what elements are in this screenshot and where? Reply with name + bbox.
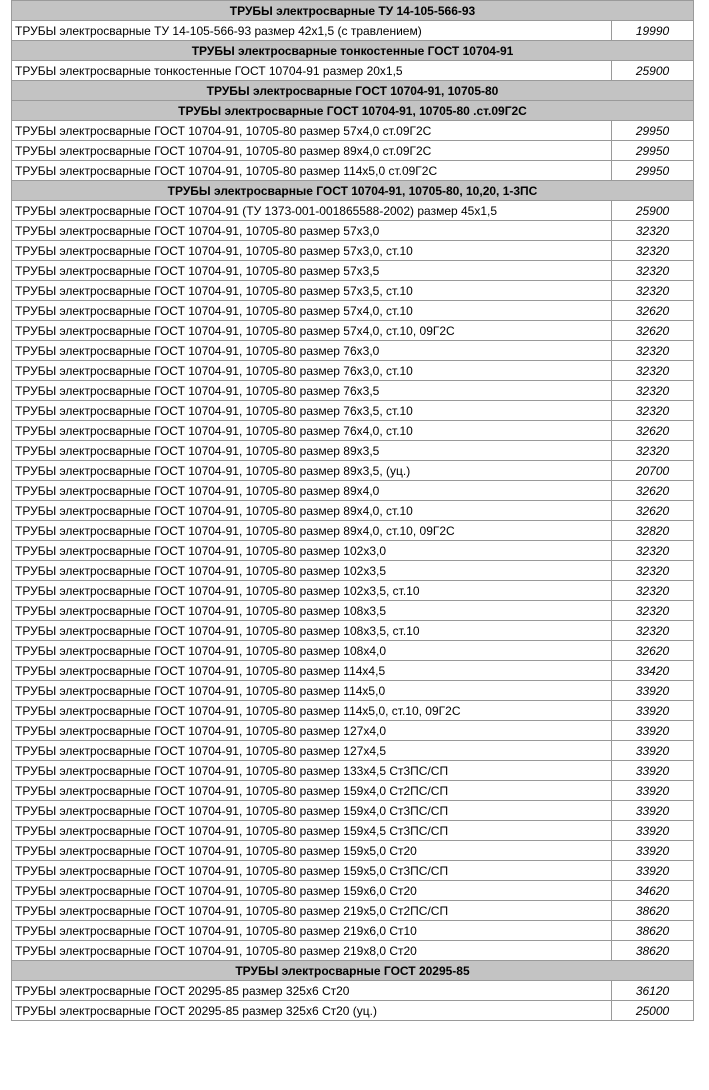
table-row	[12, 321, 694, 341]
section-header-row	[12, 101, 694, 121]
price-cell: 32620	[612, 301, 694, 321]
table-row	[12, 421, 694, 441]
table-row	[12, 121, 694, 141]
product-name-cell: ТРУБЫ электросварные ГОСТ 10704-91, 10705-80 размер 114х5,0 ст.09Г2С	[12, 161, 612, 181]
price-cell: 25900	[612, 61, 694, 81]
product-name-cell: ТРУБЫ электросварные ГОСТ 10704-91, 10705-80 размер 89х4,0, ст.10	[12, 501, 612, 521]
product-name-cell: ТРУБЫ электросварные ГОСТ 10704-91, 10705-80 размер 219х5,0 Ст2ПС/СП	[12, 901, 612, 921]
table-row	[12, 401, 694, 421]
price-cell: 32320	[612, 541, 694, 561]
product-name-cell: ТРУБЫ электросварные ГОСТ 10704-91, 10705-80 размер 57х3,5, ст.10	[12, 281, 612, 301]
product-name-cell: ТРУБЫ электросварные ГОСТ 10704-91, 10705-80 размер 127х4,0	[12, 721, 612, 741]
price-cell: 32320	[612, 361, 694, 381]
section-title: ТРУБЫ электросварные ГОСТ 20295-85	[12, 961, 694, 981]
price-list-table	[11, 0, 694, 1021]
price-cell: 33920	[612, 721, 694, 741]
section-header-row	[12, 81, 694, 101]
table-row	[12, 261, 694, 281]
table-row	[12, 741, 694, 761]
price-cell: 33920	[612, 701, 694, 721]
table-row	[12, 801, 694, 821]
price-cell: 38620	[612, 941, 694, 961]
section-header-row	[12, 41, 694, 61]
price-cell: 32320	[612, 601, 694, 621]
product-name-cell: ТРУБЫ электросварные ГОСТ 10704-91, 10705-80 размер 127х4,5	[12, 741, 612, 761]
table-row	[12, 581, 694, 601]
table-row	[12, 941, 694, 961]
price-cell: 32320	[612, 401, 694, 421]
product-name-cell: ТРУБЫ электросварные ГОСТ 10704-91, 10705-80 размер 89х4,0 ст.09Г2С	[12, 141, 612, 161]
price-cell: 33920	[612, 841, 694, 861]
product-name-cell: ТРУБЫ электросварные ГОСТ 10704-91, 10705-80 размер 89х4,0	[12, 481, 612, 501]
product-name-cell: ТРУБЫ электросварные тонкостенные ГОСТ 10704-91 размер 20х1,5	[12, 61, 612, 81]
product-name-cell: ТРУБЫ электросварные ГОСТ 10704-91, 10705-80 размер 57х3,0	[12, 221, 612, 241]
price-cell: 25000	[612, 1001, 694, 1021]
table-row	[12, 481, 694, 501]
price-cell: 29950	[612, 141, 694, 161]
product-name-cell: ТРУБЫ электросварные ГОСТ 10704-91, 10705-80 размер 114х5,0	[12, 681, 612, 701]
section-header-row	[12, 181, 694, 201]
table-row	[12, 921, 694, 941]
table-row	[12, 541, 694, 561]
product-name-cell: ТРУБЫ электросварные ГОСТ 10704-91, 10705-80 размер 108х3,5	[12, 601, 612, 621]
price-cell: 38620	[612, 921, 694, 941]
price-cell: 32320	[612, 381, 694, 401]
section-title: ТРУБЫ электросварные ГОСТ 10704-91, 10705-80	[12, 81, 694, 101]
product-name-cell: ТРУБЫ электросварные ГОСТ 10704-91, 10705-80 размер 108х4,0	[12, 641, 612, 661]
table-row	[12, 201, 694, 221]
table-row	[12, 241, 694, 261]
table-row	[12, 341, 694, 361]
table-row	[12, 501, 694, 521]
price-cell: 33920	[612, 801, 694, 821]
product-name-cell: ТРУБЫ электросварные ГОСТ 10704-91, 10705-80 размер 159х4,0 Ст3ПС/СП	[12, 801, 612, 821]
table-row	[12, 861, 694, 881]
price-cell: 32320	[612, 241, 694, 261]
product-name-cell: ТРУБЫ электросварные ГОСТ 10704-91, 10705-80 размер 114х5,0, ст.10, 09Г2С	[12, 701, 612, 721]
price-cell: 33920	[612, 741, 694, 761]
price-cell: 32320	[612, 281, 694, 301]
product-name-cell: ТРУБЫ электросварные ГОСТ 10704-91, 10705-80 размер 102х3,5, ст.10	[12, 581, 612, 601]
table-row	[12, 881, 694, 901]
table-row	[12, 281, 694, 301]
table-row	[12, 701, 694, 721]
price-cell: 33920	[612, 761, 694, 781]
product-name-cell: ТРУБЫ электросварные ГОСТ 10704-91, 10705-80 размер 159х6,0 Ст20	[12, 881, 612, 901]
product-name-cell: ТРУБЫ электросварные ГОСТ 10704-91, 10705-80 размер 57х4,0, ст.10	[12, 301, 612, 321]
product-name-cell: ТРУБЫ электросварные ГОСТ 10704-91, 10705-80 размер 76х3,0, ст.10	[12, 361, 612, 381]
table-row	[12, 661, 694, 681]
product-name-cell: ТРУБЫ электросварные ГОСТ 10704-91, 10705-80 размер 57х3,0, ст.10	[12, 241, 612, 261]
table-row	[12, 641, 694, 661]
product-name-cell: ТРУБЫ электросварные ГОСТ 10704-91, 10705-80 размер 89х4,0, ст.10, 09Г2С	[12, 521, 612, 541]
product-name-cell: ТРУБЫ электросварные ГОСТ 10704-91, 10705-80 размер 108х3,5, ст.10	[12, 621, 612, 641]
table-row	[12, 381, 694, 401]
price-cell: 33920	[612, 781, 694, 801]
price-cell: 29950	[612, 161, 694, 181]
table-row	[12, 161, 694, 181]
section-title: ТРУБЫ электросварные ГОСТ 10704-91, 10705-80, 10,20, 1-3ПС	[12, 181, 694, 201]
price-cell: 32620	[612, 641, 694, 661]
product-name-cell: ТРУБЫ электросварные ГОСТ 10704-91, 10705-80 размер 159х5,0 Ст3ПС/СП	[12, 861, 612, 881]
price-cell: 33420	[612, 661, 694, 681]
price-cell: 38620	[612, 901, 694, 921]
table-row	[12, 301, 694, 321]
product-name-cell: ТРУБЫ электросварные ГОСТ 10704-91, 10705-80 размер 159х5,0 Ст20	[12, 841, 612, 861]
price-cell: 36120	[612, 981, 694, 1001]
product-name-cell: ТРУБЫ электросварные ГОСТ 10704-91, 10705-80 размер 57х3,5	[12, 261, 612, 281]
product-name-cell: ТРУБЫ электросварные ГОСТ 10704-91, 10705-80 размер 159х4,0 Ст2ПС/СП	[12, 781, 612, 801]
table-row	[12, 61, 694, 81]
product-name-cell: ТРУБЫ электросварные ГОСТ 10704-91, 10705-80 размер 57х4,0 ст.09Г2С	[12, 121, 612, 141]
price-cell: 19990	[612, 21, 694, 41]
product-name-cell: ТРУБЫ электросварные ГОСТ 10704-91, 10705-80 размер 102х3,5	[12, 561, 612, 581]
product-name-cell: ТРУБЫ электросварные ГОСТ 10704-91, 10705-80 размер 76х3,5, ст.10	[12, 401, 612, 421]
price-cell: 32620	[612, 501, 694, 521]
table-row	[12, 141, 694, 161]
table-row	[12, 1001, 694, 1021]
price-cell: 29950	[612, 121, 694, 141]
table-row	[12, 681, 694, 701]
section-title: ТРУБЫ электросварные ТУ 14-105-566-93	[12, 1, 694, 21]
product-name-cell: ТРУБЫ электросварные ГОСТ 10704-91, 10705-80 размер 102х3,0	[12, 541, 612, 561]
table-row	[12, 441, 694, 461]
price-cell: 32620	[612, 421, 694, 441]
product-name-cell: ТРУБЫ электросварные ГОСТ 10704-91, 10705-80 размер 89х3,5	[12, 441, 612, 461]
product-name-cell: ТРУБЫ электросварные ГОСТ 10704-91, 10705-80 размер 219х6,0 Ст10	[12, 921, 612, 941]
table-row	[12, 521, 694, 541]
price-cell: 33920	[612, 861, 694, 881]
product-name-cell: ТРУБЫ электросварные ГОСТ 20295-85 размер 325х6 Ст20 (уц.)	[12, 1001, 612, 1021]
price-cell: 32320	[612, 261, 694, 281]
table-row	[12, 601, 694, 621]
price-cell: 32320	[612, 441, 694, 461]
table-row	[12, 721, 694, 741]
section-header-row	[12, 961, 694, 981]
product-name-cell: ТРУБЫ электросварные ГОСТ 10704-91, 10705-80 размер 76х3,0	[12, 341, 612, 361]
price-cell: 32320	[612, 221, 694, 241]
product-name-cell: ТРУБЫ электросварные ГОСТ 10704-91, 10705-80 размер 114х4,5	[12, 661, 612, 681]
table-row	[12, 761, 694, 781]
table-row	[12, 21, 694, 41]
table-row	[12, 361, 694, 381]
table-row	[12, 901, 694, 921]
table-row	[12, 841, 694, 861]
price-cell: 32620	[612, 481, 694, 501]
section-title: ТРУБЫ электросварные тонкостенные ГОСТ 10704-91	[12, 41, 694, 61]
product-name-cell: ТРУБЫ электросварные ГОСТ 10704-91, 10705-80 размер 76х4,0, ст.10	[12, 421, 612, 441]
price-cell: 33920	[612, 681, 694, 701]
section-title: ТРУБЫ электросварные ГОСТ 10704-91, 10705-80 .ст.09Г2С	[12, 101, 694, 121]
product-name-cell: ТРУБЫ электросварные ГОСТ 10704-91, 10705-80 размер 219х8,0 Ст20	[12, 941, 612, 961]
price-cell: 32320	[612, 561, 694, 581]
price-cell: 20700	[612, 461, 694, 481]
price-cell: 34620	[612, 881, 694, 901]
price-cell: 32620	[612, 321, 694, 341]
product-name-cell: ТРУБЫ электросварные ГОСТ 10704-91, 10705-80 размер 159х4,5 Ст3ПС/СП	[12, 821, 612, 841]
price-cell: 25900	[612, 201, 694, 221]
section-header-row	[12, 1, 694, 21]
product-name-cell: ТРУБЫ электросварные ТУ 14-105-566-93 размер 42х1,5 (с травлением)	[12, 21, 612, 41]
price-cell: 32320	[612, 581, 694, 601]
table-row	[12, 621, 694, 641]
price-cell: 33920	[612, 821, 694, 841]
product-name-cell: ТРУБЫ электросварные ГОСТ 10704-91, 10705-80 размер 133х4,5 Ст3ПС/СП	[12, 761, 612, 781]
product-name-cell: ТРУБЫ электросварные ГОСТ 10704-91, 10705-80 размер 76х3,5	[12, 381, 612, 401]
product-name-cell: ТРУБЫ электросварные ГОСТ 10704-91 (ТУ 1373-001-001865588-2002) размер 45х1,5	[12, 201, 612, 221]
price-list-body	[12, 1, 694, 1021]
table-row	[12, 461, 694, 481]
table-row	[12, 821, 694, 841]
table-row	[12, 981, 694, 1001]
price-cell: 32320	[612, 621, 694, 641]
table-row	[12, 221, 694, 241]
price-cell: 32820	[612, 521, 694, 541]
table-row	[12, 561, 694, 581]
product-name-cell: ТРУБЫ электросварные ГОСТ 10704-91, 10705-80 размер 89х3,5, (уц.)	[12, 461, 612, 481]
product-name-cell: ТРУБЫ электросварные ГОСТ 10704-91, 10705-80 размер 57х4,0, ст.10, 09Г2С	[12, 321, 612, 341]
product-name-cell: ТРУБЫ электросварные ГОСТ 20295-85 размер 325х6 Ст20	[12, 981, 612, 1001]
table-row	[12, 781, 694, 801]
price-cell: 32320	[612, 341, 694, 361]
